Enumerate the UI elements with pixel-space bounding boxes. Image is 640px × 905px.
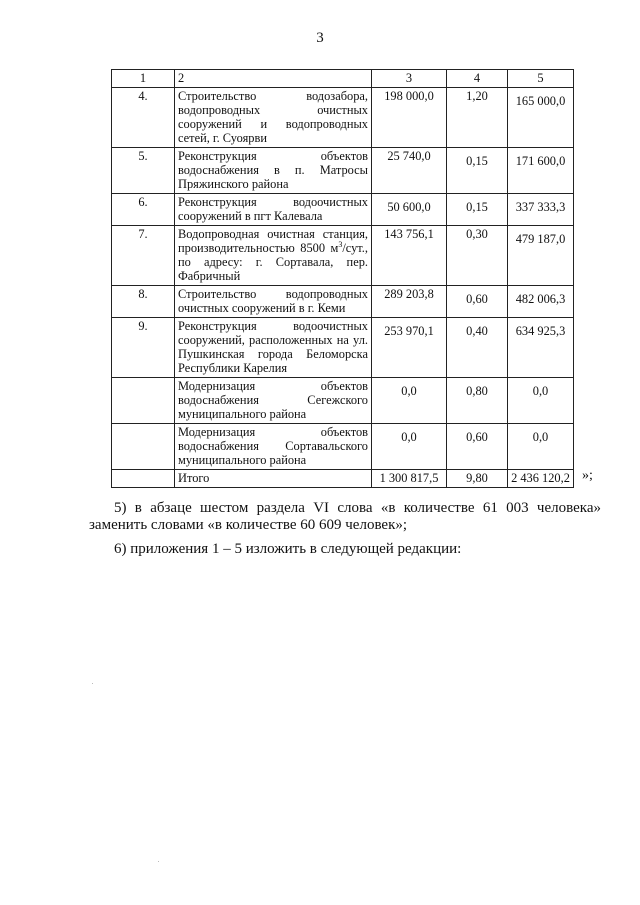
row-value-3: 253 970,1 <box>372 318 447 378</box>
header-cell: 1 <box>112 70 175 88</box>
row-number: 5. <box>112 148 175 194</box>
row-value-5: 171 600,0 <box>508 148 574 194</box>
row-number: 9. <box>112 318 175 378</box>
total-label: Итого <box>175 470 372 488</box>
row-name-part: /сут., по адресу: г. Сортавала, пер. Фабричный <box>178 241 368 283</box>
scan-speck <box>92 683 93 684</box>
row-value-4: 0,60 <box>447 424 508 470</box>
header-cell: 4 <box>447 70 508 88</box>
row-number: 8. <box>112 286 175 318</box>
row-value-5: 0,0 <box>508 424 574 470</box>
row-value-3: 0,0 <box>372 378 447 424</box>
paragraph-amendment-6: 6) приложения 1 – 5 изложить в следующей редакции: <box>114 541 462 557</box>
total-value-3: 1 300 817,5 <box>372 470 447 488</box>
row-name: Реконструкция объектов водоснабжения в п. Матросы Пряжинского района <box>175 148 372 194</box>
row-value-5: 479 187,0 <box>508 226 574 286</box>
row-number <box>112 470 175 488</box>
page-number: 3 <box>316 30 324 46</box>
table-row <box>112 88 574 148</box>
row-value-3: 0,0 <box>372 424 447 470</box>
closing-quote: »; <box>582 468 593 483</box>
row-value-4: 0,60 <box>447 286 508 318</box>
table-row <box>112 424 574 470</box>
header-cell: 2 <box>175 70 372 88</box>
row-value-5: 0,0 <box>508 378 574 424</box>
row-name <box>175 226 372 286</box>
row-value-3: 25 740,0 <box>372 148 447 194</box>
row-value-4: 0,80 <box>447 378 508 424</box>
total-value-5: 2 436 120,2 <box>508 470 574 488</box>
row-number: 4. <box>112 88 175 148</box>
row-name-part: Водопроводная очистная станция, производительностью <box>178 227 368 255</box>
table-row <box>112 286 574 318</box>
row-number <box>112 378 175 424</box>
row-name: Модернизация объектов водоснабжения Сортавальского муниципального района <box>175 424 372 470</box>
table-row <box>112 194 574 226</box>
row-number <box>112 424 175 470</box>
row-name: Модернизация объектов водоснабжения Сегежского муниципального района <box>175 378 372 424</box>
superscript: 3 <box>338 239 343 249</box>
row-value-4: 1,20 <box>447 88 508 148</box>
header-cell: 5 <box>508 70 574 88</box>
row-value-4: 0,15 <box>447 148 508 194</box>
row-value-3: 289 203,8 <box>372 286 447 318</box>
row-value-4: 0,40 <box>447 318 508 378</box>
row-value-3: 198 000,0 <box>372 88 447 148</box>
row-value-5: 634 925,3 <box>508 318 574 378</box>
row-name-part: 8500 м <box>300 241 339 255</box>
row-value-3: 143 756,1 <box>372 226 447 286</box>
row-value-4: 0,15 <box>447 194 508 226</box>
row-name: Реконструкция водоочистных сооружений, расположенных на ул. Пушкинская города Беломорска Республики Карелия <box>175 318 372 378</box>
table-header-row <box>112 70 574 88</box>
table-row <box>112 148 574 194</box>
data-table <box>111 69 574 488</box>
row-name: Реконструкция водоочистных сооружений в пгт Калевала <box>175 194 372 226</box>
row-value-5: 337 333,3 <box>508 194 574 226</box>
row-name: Строительство водопроводных очистных сооружений в г. Кеми <box>175 286 372 318</box>
scan-speck <box>158 861 159 862</box>
header-cell: 3 <box>372 70 447 88</box>
row-value-4: 0,30 <box>447 226 508 286</box>
table-total-row <box>112 470 574 488</box>
row-name: Строительство водозабора, водопроводных очистных сооружений и водопроводных сетей, г. Суоярви <box>175 88 372 148</box>
row-value-3: 50 600,0 <box>372 194 447 226</box>
paragraph-amendment-5: 5) в абзаце шестом раздела VI слова «в количестве 61 003 человека» заменить словами «в количестве 60 609 человек»; <box>89 500 601 533</box>
total-value-4: 9,80 <box>447 470 508 488</box>
row-value-5: 482 006,3 <box>508 286 574 318</box>
table-row <box>112 318 574 378</box>
table-row <box>112 226 574 286</box>
row-number: 7. <box>112 226 175 286</box>
row-value-5: 165 000,0 <box>508 88 574 148</box>
row-number: 6. <box>112 194 175 226</box>
table-row <box>112 378 574 424</box>
